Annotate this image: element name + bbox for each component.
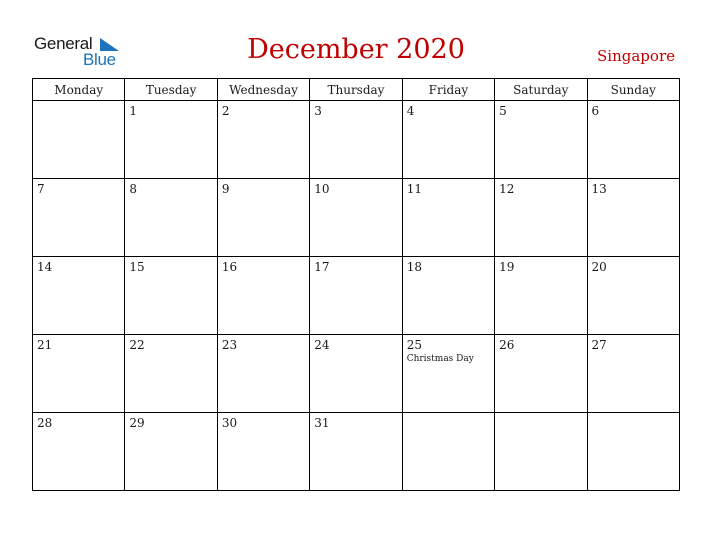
day-cell xyxy=(33,335,125,413)
day-cell xyxy=(310,335,402,413)
day-number: 30 xyxy=(221,416,238,430)
day-cell xyxy=(217,413,309,491)
week-row xyxy=(33,179,680,257)
day-cell-content xyxy=(218,101,309,122)
day-cell-content xyxy=(310,179,401,200)
day-cell xyxy=(495,101,587,179)
day-cell xyxy=(495,335,587,413)
month-title: December 2020 xyxy=(247,34,465,65)
day-cell xyxy=(217,335,309,413)
day-number: 10 xyxy=(314,182,330,196)
day-number: 21 xyxy=(37,338,53,352)
day-cell-content xyxy=(495,101,586,122)
week-row xyxy=(33,257,680,335)
day-cell xyxy=(217,101,309,179)
day-number: 29 xyxy=(129,416,145,430)
day-cell-content xyxy=(33,413,124,434)
day-cell-content xyxy=(33,335,124,356)
day-cell-content xyxy=(218,335,309,356)
day-number: 23 xyxy=(221,338,238,352)
weekday-header: Saturday xyxy=(495,79,587,101)
day-cell-content xyxy=(218,413,309,434)
day-number: 9 xyxy=(221,182,230,196)
day-cell-content xyxy=(495,335,586,356)
day-cell-content xyxy=(218,179,309,200)
day-cell-content xyxy=(125,257,216,278)
day-cell-content xyxy=(33,257,124,278)
day-number: 17 xyxy=(314,260,330,274)
day-number: 31 xyxy=(314,416,330,430)
region-label: Singapore xyxy=(597,47,675,65)
day-number: 22 xyxy=(129,338,145,352)
day-cell xyxy=(217,179,309,257)
day-number: 5 xyxy=(499,104,507,118)
day-cell xyxy=(310,101,402,179)
day-cell-content xyxy=(125,413,216,434)
day-cell xyxy=(402,335,494,413)
day-number: 14 xyxy=(37,260,53,274)
day-cell xyxy=(587,101,679,179)
day-number: 4 xyxy=(406,104,415,118)
day-cell-content xyxy=(125,335,216,356)
day-cell xyxy=(310,413,402,491)
day-cell-content xyxy=(33,179,124,200)
day-cell xyxy=(587,335,679,413)
day-cell-content xyxy=(495,179,586,200)
logo-text-general: General xyxy=(34,34,93,53)
day-number: 27 xyxy=(591,338,607,352)
day-cell xyxy=(33,257,125,335)
day-cell xyxy=(125,413,217,491)
day-number: 6 xyxy=(591,104,600,118)
day-cell-content xyxy=(588,257,679,278)
day-cell xyxy=(587,257,679,335)
day-cell xyxy=(402,179,494,257)
weekday-header: Monday xyxy=(33,79,125,101)
day-number: 19 xyxy=(499,260,515,274)
day-cell-content xyxy=(403,335,494,368)
weekday-header: Friday xyxy=(402,79,494,101)
day-cell xyxy=(495,179,587,257)
day-number: 16 xyxy=(221,260,238,274)
weekday-header: Tuesday xyxy=(125,79,217,101)
day-number: 7 xyxy=(37,182,45,196)
day-cell xyxy=(310,179,402,257)
day-number: 18 xyxy=(406,260,422,274)
weekday-header-row xyxy=(33,79,680,101)
day-cell-content xyxy=(125,179,216,200)
day-number: 24 xyxy=(314,338,330,352)
day-cell-content xyxy=(495,413,586,419)
weekday-header: Wednesday xyxy=(217,79,309,101)
weekday-header: Sunday xyxy=(587,79,679,101)
day-cell-content xyxy=(33,101,124,107)
week-row xyxy=(33,335,680,413)
day-cell xyxy=(33,179,125,257)
day-number: 3 xyxy=(314,104,322,118)
day-number: 11 xyxy=(406,182,422,196)
day-number: 1 xyxy=(129,104,138,118)
day-number: 2 xyxy=(221,104,230,118)
empty-day-cell xyxy=(495,413,587,491)
day-number: 26 xyxy=(499,338,515,352)
day-cell-content xyxy=(310,257,401,278)
day-cell-content xyxy=(310,101,401,122)
logo-text-blue: Blue xyxy=(83,50,116,69)
day-cell xyxy=(125,179,217,257)
day-cell-content xyxy=(588,179,679,200)
day-cell xyxy=(33,413,125,491)
day-number: 13 xyxy=(591,182,607,196)
day-cell xyxy=(402,101,494,179)
day-number: 20 xyxy=(591,260,607,274)
day-number: 25 xyxy=(406,338,422,352)
day-cell-content xyxy=(495,257,586,278)
calendar-body xyxy=(33,101,680,491)
day-cell xyxy=(402,257,494,335)
empty-day-cell xyxy=(402,413,494,491)
day-cell-content xyxy=(218,257,309,278)
empty-day-cell xyxy=(587,413,679,491)
day-cell-content xyxy=(310,413,401,434)
day-cell-content xyxy=(310,335,401,356)
day-cell xyxy=(217,257,309,335)
day-cell-content xyxy=(588,101,679,122)
day-cell xyxy=(587,179,679,257)
day-number: 12 xyxy=(499,182,515,196)
weekday-header: Thursday xyxy=(310,79,402,101)
day-cell xyxy=(125,257,217,335)
day-cell-content xyxy=(125,101,216,122)
day-cell xyxy=(495,257,587,335)
day-number: 8 xyxy=(129,182,138,196)
empty-day-cell xyxy=(33,101,125,179)
day-cell-content xyxy=(403,101,494,122)
day-cell-content xyxy=(588,335,679,356)
day-cell-content xyxy=(588,413,679,419)
day-cell xyxy=(310,257,402,335)
day-cell-content xyxy=(403,179,494,200)
day-number: 28 xyxy=(37,416,53,430)
holiday-label: Christmas Day xyxy=(406,354,474,364)
day-number: 15 xyxy=(129,260,145,274)
month-calendar-grid xyxy=(32,78,680,491)
day-cell xyxy=(125,101,217,179)
day-cell-content xyxy=(403,413,494,419)
week-row xyxy=(33,101,680,179)
week-row xyxy=(33,413,680,491)
day-cell-content xyxy=(403,257,494,278)
day-cell xyxy=(125,335,217,413)
